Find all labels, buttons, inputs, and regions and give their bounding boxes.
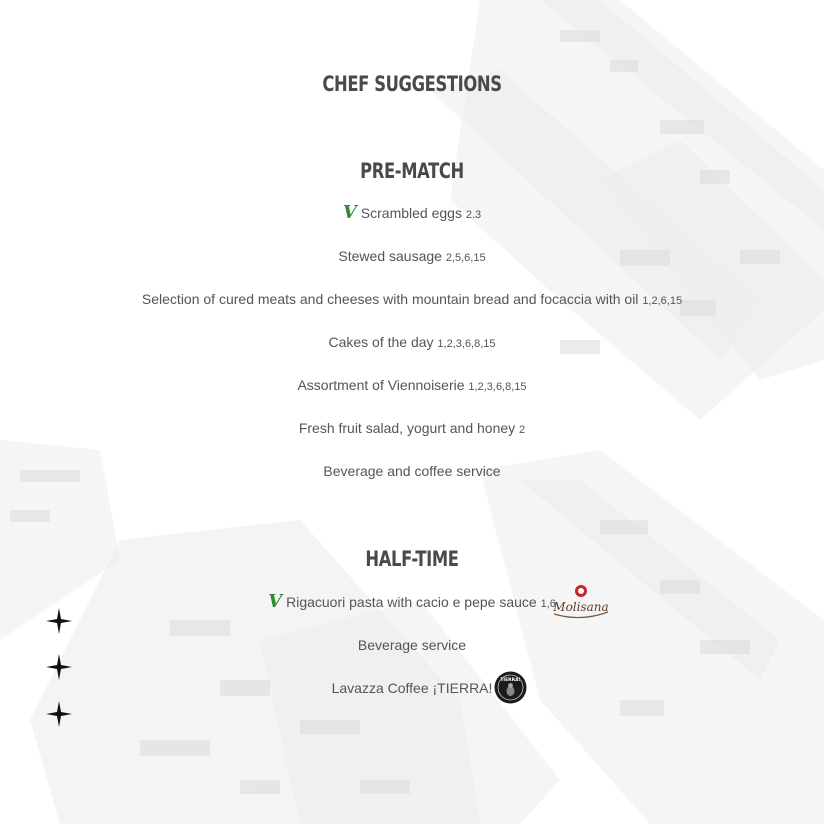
item-allergens: 2,5,6,15 — [445, 252, 486, 264]
item-name: Rigacuori pasta with cacio e pepe sauce — [286, 594, 537, 610]
menu-item — [0, 461, 824, 481]
item-name: Stewed sausage — [338, 248, 442, 264]
menu-title: CHEF SUGGESTIONS — [322, 72, 502, 96]
vegetarian-leaf-icon: V — [268, 591, 283, 612]
item-allergens: 1,2,6,15 — [642, 295, 683, 307]
item-allergens: 2 — [519, 424, 526, 436]
svg-text:TIERRA!: TIERRA! — [500, 678, 521, 683]
menu-item — [0, 289, 824, 311]
item-name: Beverage service — [357, 637, 467, 653]
tierra-logo — [494, 671, 527, 704]
section-heading-half-time: HALF-TIME — [365, 547, 459, 571]
item-allergens: 1,2,3,6,8,15 — [437, 338, 496, 350]
item-allergens: 1,6 — [540, 598, 556, 610]
menu-item — [0, 635, 824, 655]
item-name: Selection of cured meats and cheeses with mountain bread and focaccia with oil — [141, 291, 639, 307]
section-heading-pre-match: PRE-MATCH — [360, 159, 464, 183]
item-name: Cakes of the day — [328, 334, 434, 350]
menu-item — [0, 418, 824, 440]
menu-item — [0, 375, 824, 397]
item-name: Beverage and coffee service — [323, 463, 501, 479]
svg-text:Molisana: Molisana — [553, 600, 609, 614]
item-name: Scrambled eggs — [360, 205, 462, 221]
menu-item — [0, 203, 824, 225]
menu-item — [0, 246, 824, 268]
menu-item — [0, 592, 824, 614]
item-name: Lavazza Coffee ¡TIERRA! — [331, 680, 493, 696]
menu-item — [0, 332, 824, 354]
item-name: Fresh fruit salad, yogurt and honey — [298, 420, 516, 436]
item-name: Assortment of Viennoiserie — [297, 377, 465, 393]
menu-item — [0, 678, 824, 698]
item-allergens: 1,2,3,6,8,15 — [468, 381, 527, 393]
molisana-logo — [550, 584, 612, 622]
item-allergens: 2.3 — [465, 209, 482, 221]
vegetarian-leaf-icon: V — [342, 202, 357, 223]
